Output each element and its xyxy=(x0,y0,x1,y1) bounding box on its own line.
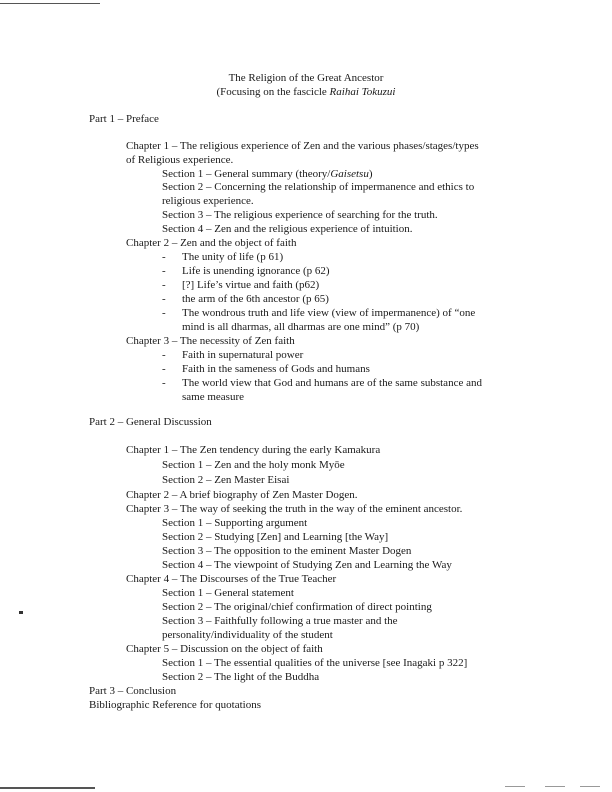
scan-mark-bottom-dash3 xyxy=(580,786,600,787)
dash-bullet: - xyxy=(162,307,166,319)
s1-italic: Gaisetsu xyxy=(330,168,369,180)
p2-ch2-heading: Chapter 2 – A brief biography of Zen Master Dogen. xyxy=(126,489,358,501)
subtitle-italic: Raihai Tokuzui xyxy=(329,86,396,98)
p1-ch2-item: The wondrous truth and life view (view of impermanence) of “one xyxy=(182,307,476,319)
p1-ch2-item: Life is unending ignorance (p 62) xyxy=(182,265,330,277)
part1-heading: Part 1 – Preface xyxy=(89,113,159,125)
p2-ch5-heading: Chapter 5 – Discussion on the object of faith xyxy=(126,643,323,655)
p2-ch3-section3: Section 3 – The opposition to the eminent Master Dogen xyxy=(162,545,412,557)
dash-bullet: - xyxy=(162,265,166,277)
scan-dot-left xyxy=(19,611,23,614)
p1-ch3-heading: Chapter 3 – The necessity of Zen faith xyxy=(126,335,295,347)
dash-bullet: - xyxy=(162,363,166,375)
dash-bullet: - xyxy=(162,251,166,263)
part3-heading: Part 3 – Conclusion xyxy=(89,685,177,697)
p2-ch4-section2: Section 2 – The original/chief confirmation of direct pointing xyxy=(162,601,432,613)
p1-ch2-item: [?] Life’s virtue and faith (p62) xyxy=(182,279,320,291)
p2-ch3-section4: Section 4 – The viewpoint of Studying Zen and Learning the Way xyxy=(162,559,452,571)
p1-ch2-item: the arm of the 6th ancestor (p 65) xyxy=(182,293,329,305)
p1-ch2-heading: Chapter 2 – Zen and the object of faith xyxy=(126,237,297,249)
p2-ch5-section2: Section 2 – The light of the Buddha xyxy=(162,671,320,683)
p2-ch3-section2: Section 2 – Studying [Zen] and Learning [the Way] xyxy=(162,531,389,543)
p2-ch1-section1: Section 1 – Zen and the holy monk Myōe xyxy=(162,459,345,471)
dash-bullet: - xyxy=(162,293,166,305)
p1-ch3-item: Faith in supernatural power xyxy=(182,349,304,361)
p1-ch2-item-cont: mind is all dharmas, all dharmas are one mind” (p 70) xyxy=(182,321,420,333)
document-subtitle xyxy=(0,86,612,99)
dash-bullet: - xyxy=(162,279,166,291)
p2-ch3-section1: Section 1 – Supporting argument xyxy=(162,517,308,529)
p1-ch1-section4: Section 4 – Zen and the religious experience of intuition. xyxy=(162,223,413,235)
p2-ch4-section1: Section 1 – General statement xyxy=(162,587,294,599)
dash-bullet: - xyxy=(162,349,166,361)
p2-ch3-heading: Chapter 3 – The way of seeking the truth in the way of the eminent ancestor. xyxy=(126,503,463,515)
subtitle-text: (Focusing on the fascicle xyxy=(216,86,330,98)
s1-suffix: ) xyxy=(368,168,373,180)
p1-ch1-line2: of Religious experience. xyxy=(126,154,234,166)
p2-ch4-section3-line2: personality/individuality of the student xyxy=(162,629,333,641)
scan-mark-top xyxy=(0,3,100,4)
part2-heading: Part 2 – General Discussion xyxy=(89,416,212,428)
p2-ch4-section3-line1: Section 3 – Faithfully following a true master and the xyxy=(162,615,398,627)
bibliography-line: Bibliographic Reference for quotations xyxy=(89,699,261,711)
scan-mark-bottom-dash xyxy=(505,786,525,787)
p1-ch2-item: The unity of life (p 61) xyxy=(182,251,284,263)
p2-ch5-section1: Section 1 – The essential qualities of the universe [see Inagaki p 322] xyxy=(162,657,468,669)
dash-bullet: - xyxy=(162,377,166,389)
s1-text: Section 1 – General summary (theory/ xyxy=(162,168,331,180)
scan-mark-bottom-dash2 xyxy=(545,786,565,787)
document-title: The Religion of the Great Ancestor xyxy=(228,72,384,84)
p1-ch1-section1 xyxy=(162,168,373,181)
p1-ch3-item-cont: same measure xyxy=(182,391,244,403)
p1-ch1-section2-line1: Section 2 – Concerning the relationship of impermanence and ethics to xyxy=(162,181,475,193)
p2-ch1-heading: Chapter 1 – The Zen tendency during the early Kamakura xyxy=(126,444,381,456)
scan-mark-bottom xyxy=(0,787,95,789)
p1-ch1-line1: Chapter 1 – The religious experience of Zen and the various phases/stages/types xyxy=(126,140,479,152)
p1-ch3-item: The world view that God and humans are of the same substance and xyxy=(182,377,482,389)
p2-ch1-section2: Section 2 – Zen Master Eisai xyxy=(162,474,290,486)
p1-ch1-section3: Section 3 – The religious experience of searching for the truth. xyxy=(162,209,438,221)
p1-ch1-section2-line2: religious experience. xyxy=(162,195,254,207)
p1-ch3-item: Faith in the sameness of Gods and humans xyxy=(182,363,370,375)
p2-ch4-heading: Chapter 4 – The Discourses of the True Teacher xyxy=(126,573,337,585)
